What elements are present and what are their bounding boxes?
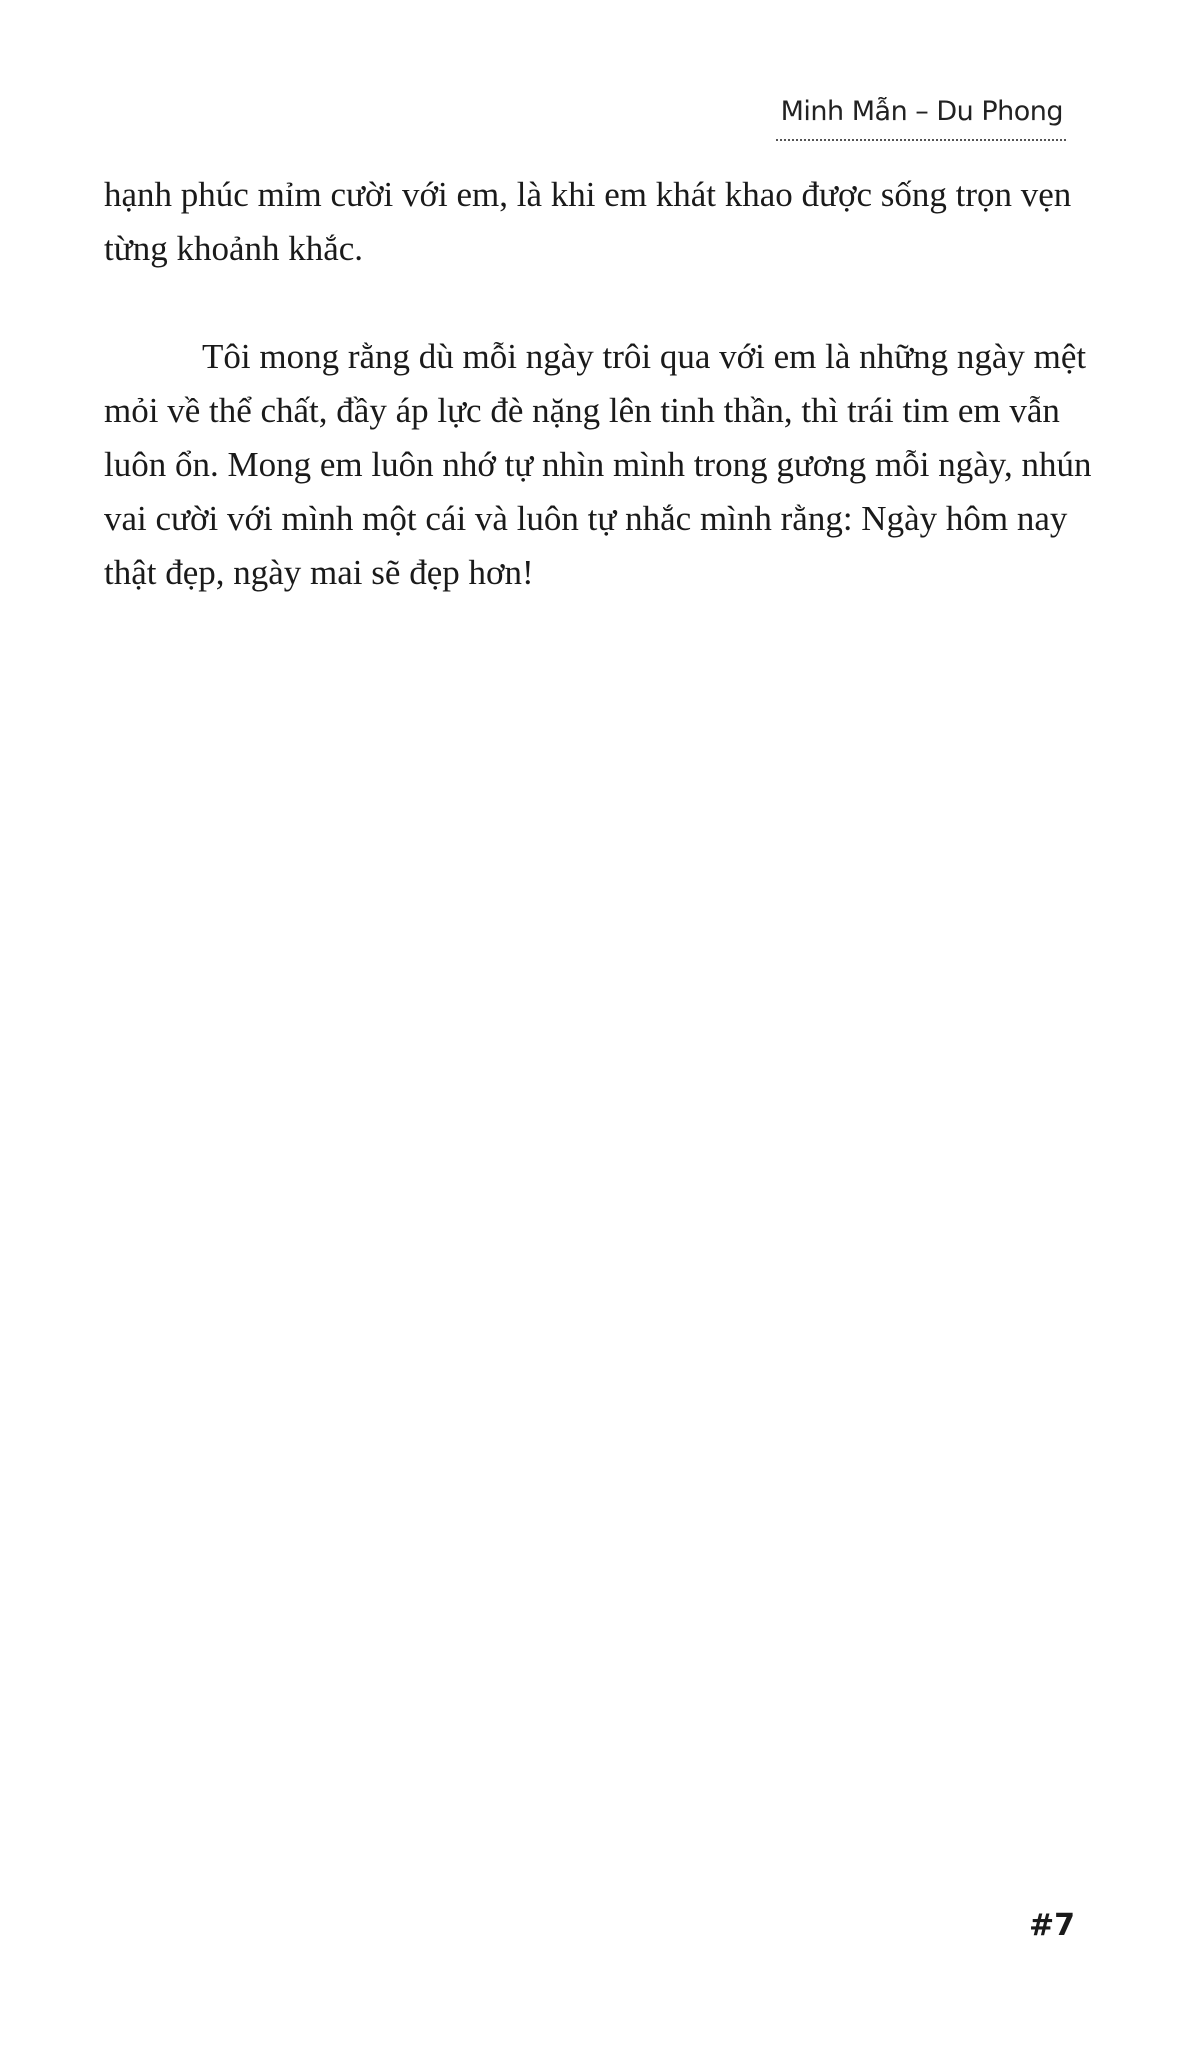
running-header-title: Minh Mẫn – Du Phong [780, 96, 1063, 127]
header-dotted-rule [776, 139, 1066, 141]
page-body [104, 168, 1094, 600]
paragraph-continuation: hạnh phúc mỉm cười với em, là khi em khát khao được sống trọn vẹn từng khoảnh khắc. [104, 175, 1072, 268]
page-number: #7 [1028, 1908, 1075, 1943]
paragraph-main: Tôi mong rằng dù mỗi ngày trôi qua với em là những ngày mệt mỏi về thể chất, đầy áp lực đè nặng lên tinh thần, thì trái tim em vẫn luôn ổn. Mong em luôn nhớ tự nhìn mình trong gương mỗi ngày, nhún vai cười với mình một cái và luôn tự nhắc mình rằng: Ngày hôm nay thật đẹp, ngày mai sẽ đẹp hơn! [104, 337, 1092, 592]
